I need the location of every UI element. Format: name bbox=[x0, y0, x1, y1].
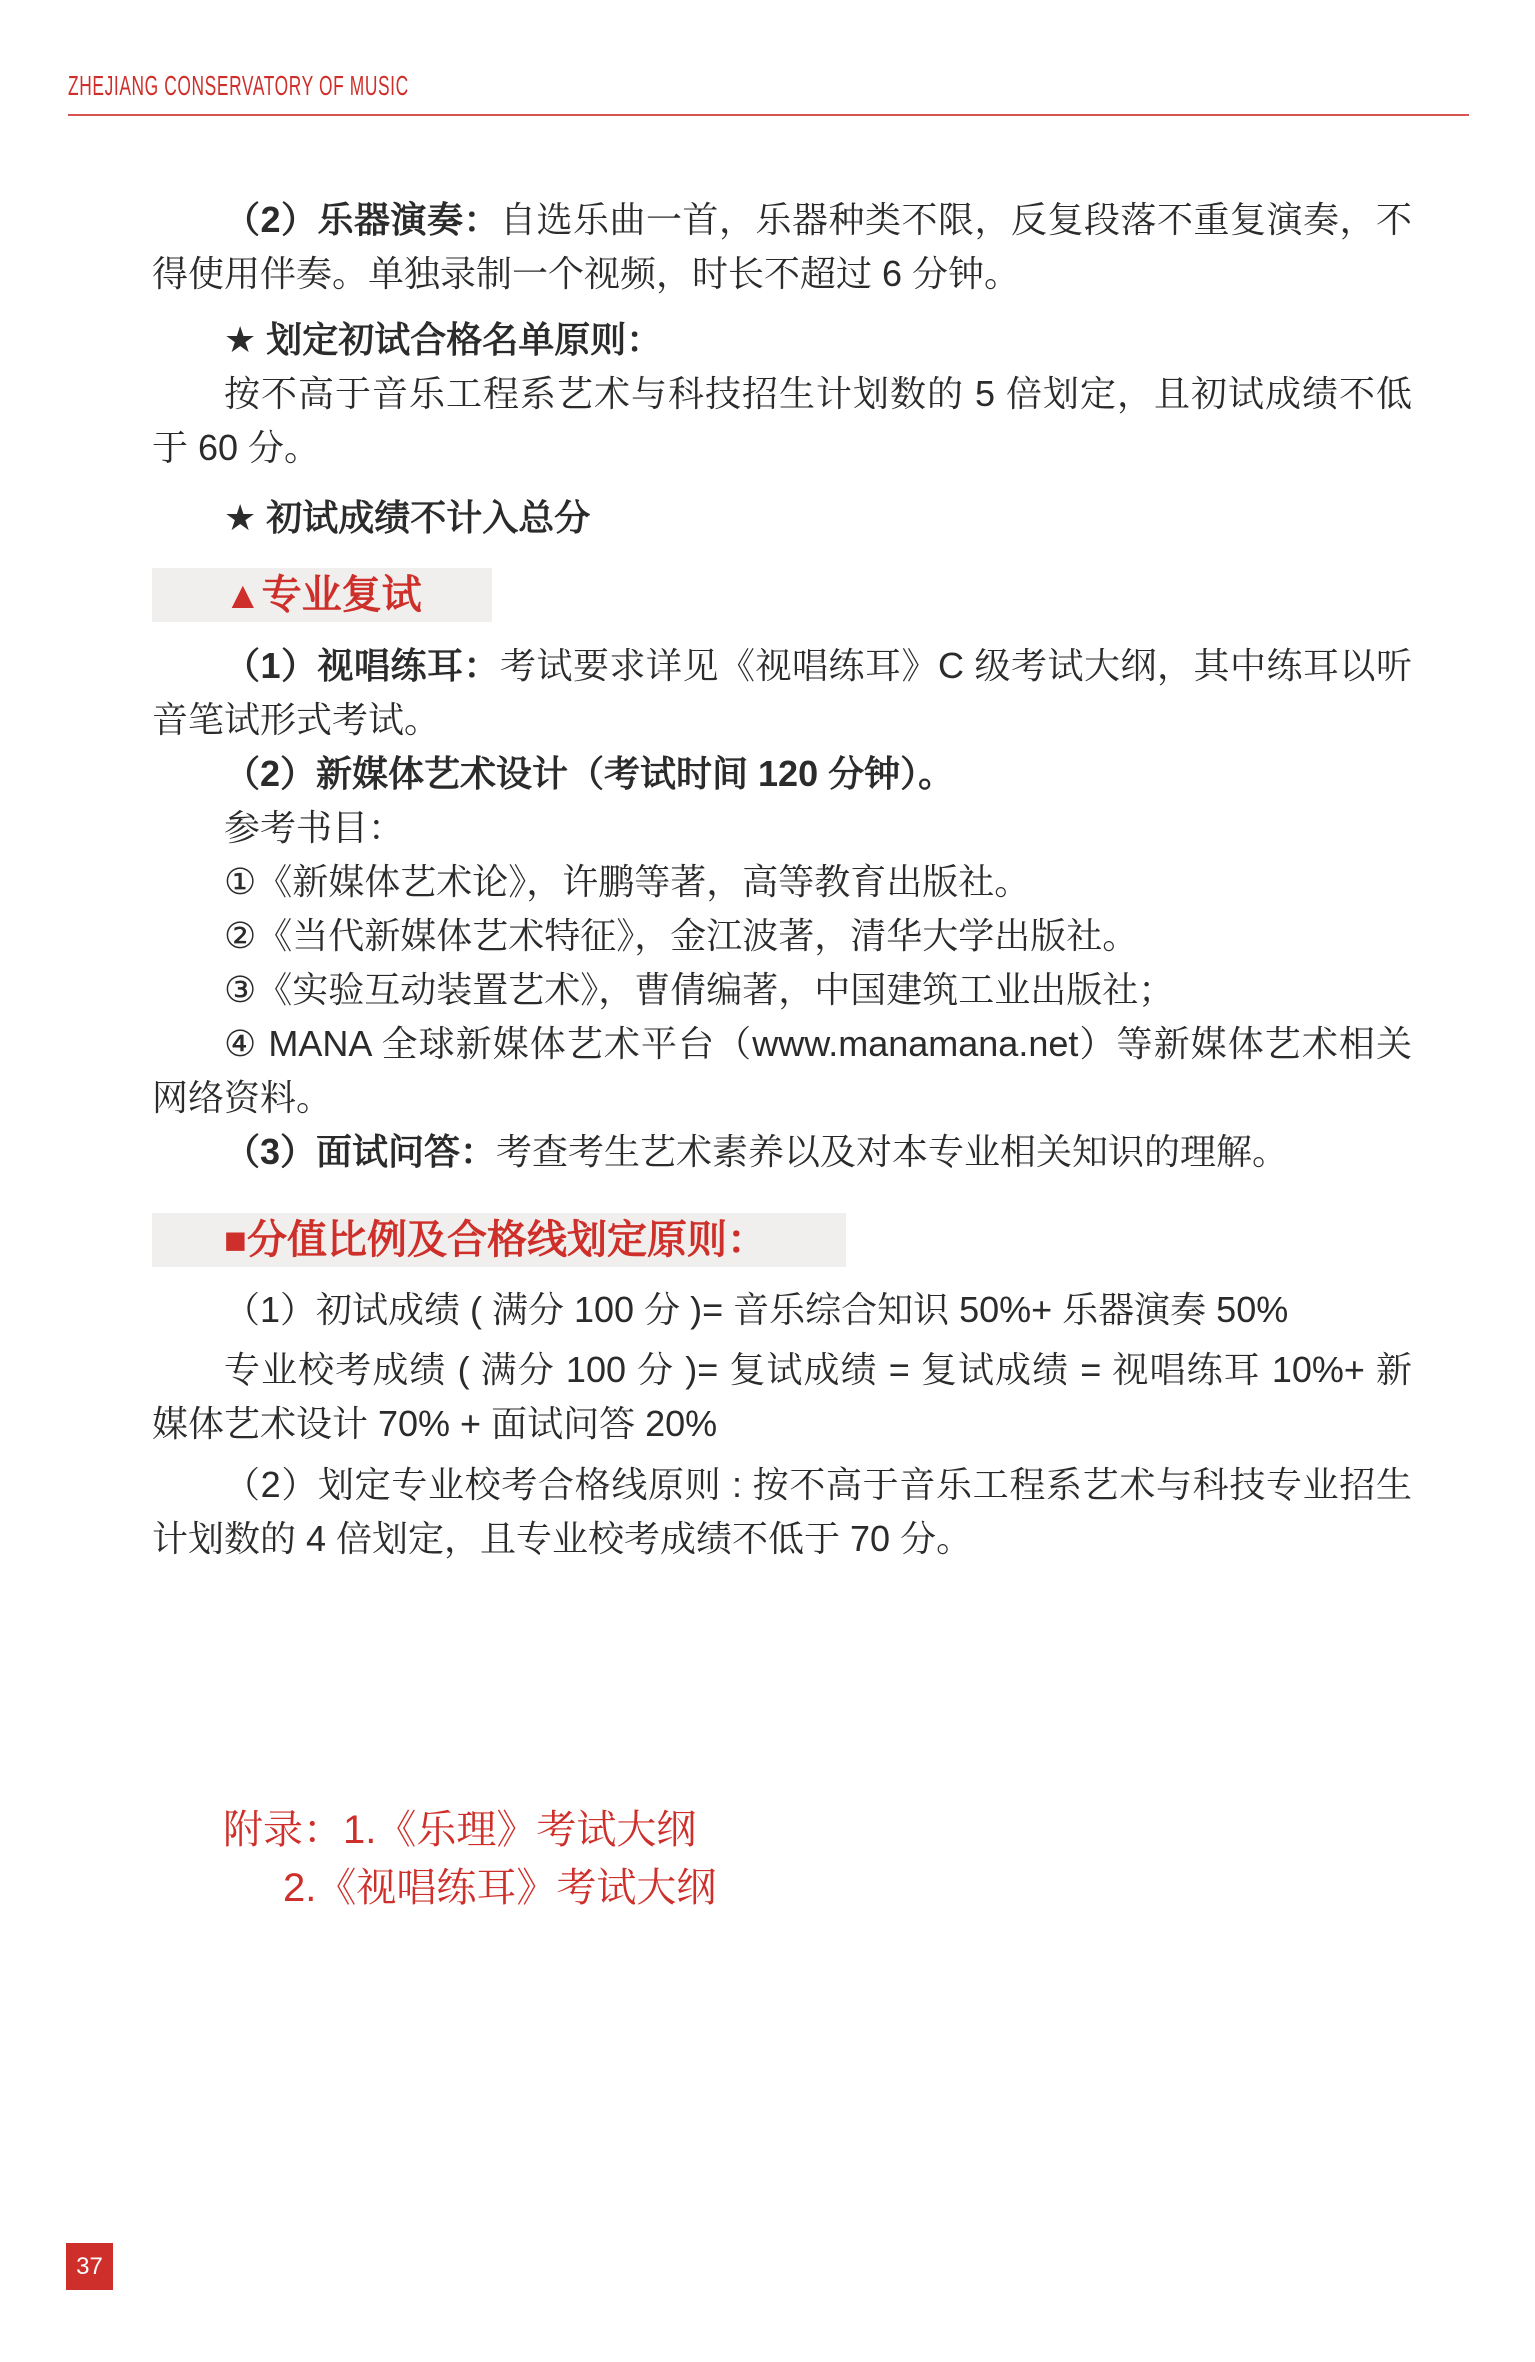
page-header-title: ZHEJIANG CONSERVATORY OF MUSIC bbox=[68, 70, 409, 101]
star-rule-title: ★ 划定初试合格名单原则： bbox=[224, 319, 663, 360]
item-interview-label: （3）面试问答： bbox=[224, 1131, 497, 1172]
paragraph-instrument-text: 自选乐曲一首，乐器种类不限，反复段落不重复演奏，不得使用伴奏。单独录制一个视频，时长不超过 6 分钟。 bbox=[152, 199, 1412, 294]
score-line-3: （2）划定专业校考合格线原则 : 按不高于音乐工程系艺术与科技专业招生计划数的 4 倍划定，且专业校考成绩不低于 70 分。 bbox=[152, 1464, 1412, 1559]
item-interview-text: 考查考生艺术素养以及对本专业相关知识的理解。 bbox=[496, 1131, 1289, 1172]
item-sightsinging-text: 考试要求详见《视唱练耳》C 级考试大纲，其中练耳以听音笔试形式考试。 bbox=[152, 645, 1412, 740]
item-sightsinging-label: （1）视唱练耳： bbox=[224, 645, 501, 686]
section-heading-retest bbox=[152, 568, 492, 622]
score-line-2: 专业校考成绩 ( 满分 100 分 )= 复试成绩 = 复试成绩 = 视唱练耳 10%+ 新媒体艺术设计 70% + 面试问答 20% bbox=[152, 1349, 1412, 1444]
section-heading-score bbox=[152, 1213, 846, 1267]
item-sightsinging bbox=[152, 639, 1412, 747]
header-rule-line bbox=[68, 114, 1469, 116]
triangle-marker-icon: ▲ bbox=[224, 575, 262, 617]
reference-item-3: ③《实验互动装置艺术》，曹倩编著，中国建筑工业出版社； bbox=[224, 969, 1175, 1010]
item-newmedia: （2）新媒体艺术设计（考试时间 120 分钟）。 bbox=[224, 753, 955, 794]
reference-item-2: ②《当代新媒体艺术特征》，金江波著，清华大学出版社。 bbox=[224, 915, 1139, 956]
appendix-line-2: 2.《视唱练耳》考试大纲 bbox=[283, 1866, 717, 1910]
reference-item-4: ④ MANA 全球新媒体艺术平台（www.manamana.net）等新媒体艺术相关网络资料。 bbox=[152, 1023, 1412, 1118]
paragraph-instrument-label: （2）乐器演奏： bbox=[224, 199, 501, 240]
score-line-1: （1）初试成绩 ( 满分 100 分 )= 音乐综合知识 50%+ 乐器演奏 50% bbox=[224, 1289, 1289, 1330]
reference-item-1: ①《新媒体艺术论》，许鹏等著，高等教育出版社。 bbox=[224, 861, 1031, 902]
main-text-column bbox=[152, 193, 1412, 1917]
section-heading-retest-label: 专业复试 bbox=[261, 573, 422, 617]
star-rule-body: 按不高于音乐工程系艺术与科技招生计划数的 5 倍划定，且初试成绩不低于 60 分。 bbox=[152, 373, 1412, 468]
page-number-badge: 37 bbox=[66, 2243, 113, 2290]
paragraph-instrument-performance bbox=[152, 193, 1412, 301]
item-interview bbox=[152, 1125, 1412, 1179]
square-marker-icon: ■ bbox=[224, 1220, 247, 1262]
appendix-line-1: 附录：1.《乐理》考试大纲 bbox=[223, 1808, 697, 1852]
appendix-block bbox=[152, 1801, 1412, 1917]
reference-title: 参考书目： bbox=[224, 807, 405, 848]
star-note: ★ 初试成绩不计入总分 bbox=[224, 497, 591, 538]
section-heading-score-label: 分值比例及合格线划定原则： bbox=[246, 1218, 767, 1262]
